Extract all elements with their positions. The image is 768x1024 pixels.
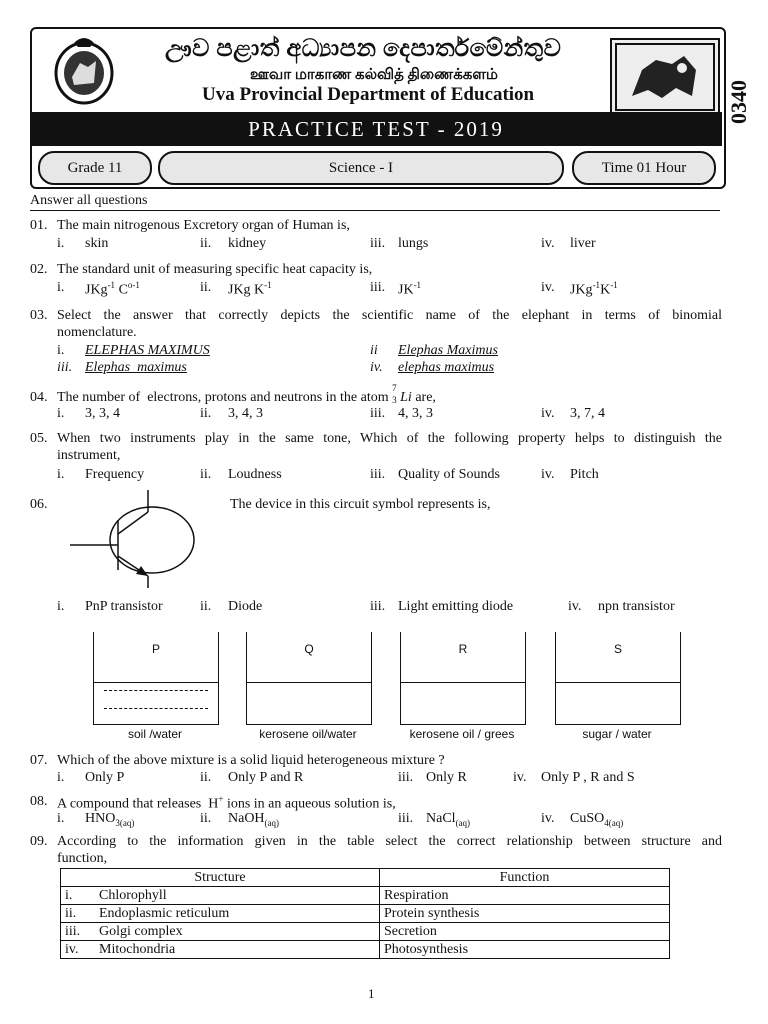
option-text: Frequency (85, 467, 145, 482)
table-cell: iii. Golgi complex (61, 923, 380, 941)
option-text: Only P , R and S (541, 770, 635, 785)
department-title: Uva Provincial Department of Education (202, 84, 535, 105)
question-number: 04. (30, 390, 48, 405)
option-number: ii. (200, 599, 212, 614)
beaker-layer (94, 682, 218, 683)
option-text: NaOH$_{(aq)}$ (228, 811, 280, 828)
option-number: i. (57, 770, 65, 785)
option-text: Pitch (570, 467, 599, 482)
option-text: NaCl$_{(aq)}$ (426, 811, 471, 828)
beaker-q (246, 632, 372, 725)
option-text: Quality of Sounds (398, 467, 500, 482)
question-number: 03. (30, 308, 48, 323)
question-text: The standard unit of measuring specific heat capacity is, (57, 262, 373, 277)
beaker-layer (556, 682, 680, 683)
option-text: Elephas Maximus (398, 343, 498, 358)
option-number: iii. (370, 467, 386, 482)
beaker-label: Q (304, 642, 314, 656)
structure-function-table (60, 868, 670, 959)
table-row (61, 941, 670, 959)
option-text: Only P (85, 770, 125, 785)
beaker-caption: kerosene oil/water (259, 727, 357, 741)
test-banner: PRACTICE TEST - 2019 (30, 112, 722, 146)
question-text: According to the information given in the table select the correct relationship between structure and (57, 834, 722, 849)
instruction: Answer all questions (30, 193, 148, 208)
transistor-symbol-icon (70, 488, 200, 588)
option-number: iv. (568, 599, 582, 614)
table-header-row (61, 869, 670, 887)
option-text: elephas maximus (398, 360, 495, 375)
option-number: i. (57, 599, 65, 614)
table-row (61, 905, 670, 923)
option-text: 3, 3, 4 (85, 406, 120, 421)
sinhala-title: ඌව පළාත් අධ්‍යාපන දෙපාර්තමේන්තුව (165, 36, 562, 62)
beaker-layer (401, 682, 525, 683)
question-number: 06. (30, 497, 48, 512)
option-text: $HNO_{3(aq)}$ (85, 811, 135, 828)
table-row (61, 887, 670, 905)
option-number: ii. (200, 467, 212, 482)
table-header: Structure (61, 869, 380, 887)
option-number: iv. (513, 770, 527, 785)
table-cell: iv. Mitochondria (61, 941, 380, 959)
option-text: JKg$^{-1}$ $C^{o-1}$ (85, 280, 140, 298)
option-text: JKg $K^{-1}$ (228, 280, 272, 298)
option-text: lungs (398, 236, 429, 251)
option-number: ii (370, 343, 378, 358)
table-cell: Protein synthesis (380, 905, 670, 923)
sri-lanka-crest-icon (50, 33, 118, 107)
beaker-caption: sugar / water (582, 727, 652, 741)
beaker-s (555, 632, 681, 725)
option-text: ELEPHAS MAXIMUS (85, 343, 210, 358)
option-text: 3, 7, 4 (570, 406, 605, 421)
lion-emblem-icon (610, 38, 720, 116)
option-number: i. (57, 343, 65, 358)
question-text-cont: nomenclature. (57, 325, 137, 340)
option-text: Elephas maximus (85, 360, 187, 375)
question-text: The main nitrogenous Excretory organ of Human is, (57, 218, 350, 233)
option-number: iii. (370, 280, 386, 295)
option-number: iv. (370, 360, 383, 375)
option-number: iv. (541, 811, 555, 826)
paper-code: 0340 (726, 80, 751, 124)
question-text: Select the answer that correctly depicts the scientific name of the elephant in terms of binomial (57, 308, 722, 323)
question-text: Which of the above mixture is a solid liquid heterogeneous mixture ? (57, 753, 445, 768)
option-number: i. (57, 236, 65, 251)
option-text: Diode (228, 599, 263, 614)
option-number: ii. (200, 811, 212, 826)
option-number: iv. (541, 236, 555, 251)
question-text-cont: function, (57, 851, 108, 866)
question-number: 01. (30, 218, 48, 233)
question-number: 07. (30, 753, 48, 768)
divider (30, 210, 720, 211)
option-number: iii. (57, 360, 73, 375)
question-number: 09. (30, 834, 48, 849)
grade-label: Grade 11 (38, 151, 152, 185)
option-text: PnP transistor (85, 599, 163, 614)
option-text: liver (570, 236, 596, 251)
beaker-layer (247, 682, 371, 683)
option-number: iii. (370, 599, 386, 614)
option-text: npn transistor (598, 599, 675, 614)
option-text: kidney (228, 236, 267, 251)
option-text: Only P and R (228, 770, 304, 785)
time-label: Time 01 Hour (572, 151, 716, 185)
subject-label: Science - I (158, 151, 564, 185)
beaker-p (93, 632, 219, 725)
beaker-caption: kerosene oil / grees (409, 727, 515, 741)
question-number: 08. (30, 794, 48, 809)
option-text: Loudness (228, 467, 282, 482)
question-number: 02. (30, 262, 48, 277)
table-cell: ii. Endoplasmic reticulum (61, 905, 380, 923)
question-text: The device in this circuit symbol represents is, (230, 497, 491, 512)
option-number: iv. (541, 406, 555, 421)
question-text: A compound that releases H+ ions in an aqueous solution is, (57, 794, 396, 812)
option-number: iii. (370, 236, 386, 251)
option-text: 3, 4, 3 (228, 406, 263, 421)
option-number: i. (57, 406, 65, 421)
beaker-label: S (613, 642, 622, 656)
question-text: When two instruments play in the same tone, Which of the following property helps to distinguish the (57, 431, 722, 446)
option-text: Light emitting diode (398, 599, 514, 614)
table-cell: Respiration (380, 887, 670, 905)
table-header: Function (380, 869, 670, 887)
option-number: iv. (541, 467, 555, 482)
option-number: iii. (370, 406, 386, 421)
option-text: skin (85, 236, 109, 251)
beaker-r (400, 632, 526, 725)
table-row (61, 923, 670, 941)
option-number: ii. (200, 236, 212, 251)
option-number: iii. (398, 770, 414, 785)
beaker-caption: soil /water (127, 727, 183, 741)
option-number: ii. (200, 406, 212, 421)
table-cell: Photosynthesis (380, 941, 670, 959)
page-number: 1 (368, 986, 375, 1001)
option-text: $JK^{-1}$ (398, 280, 422, 298)
beaker-label: R (458, 642, 468, 656)
option-number: iv. (541, 280, 555, 295)
question-text-cont: instrument, (57, 448, 121, 463)
option-text: 4, 3, 3 (398, 406, 433, 421)
option-number: i. (57, 811, 65, 826)
question-number: 05. (30, 431, 48, 446)
option-number: i. (57, 280, 65, 295)
option-number: ii. (200, 280, 212, 295)
option-text: CuSO$_{4(aq)}$ (570, 811, 624, 828)
option-number: iii. (398, 811, 414, 826)
table-cell: i. Chlorophyll (61, 887, 380, 905)
option-text: Only R (426, 770, 467, 785)
option-text: $JKg^{-1}K^{-1}$ (570, 280, 618, 298)
beaker-label: P (151, 642, 160, 656)
option-number: ii. (200, 770, 212, 785)
option-number: i. (57, 467, 65, 482)
table-cell: Secretion (380, 923, 670, 941)
question-text: The number of electrons, protons and neutrons in the atom 7 3 Li are, (57, 382, 436, 405)
tamil-title: ஊவா மாகாண கல்வித் திணைக்களம் (250, 67, 498, 83)
